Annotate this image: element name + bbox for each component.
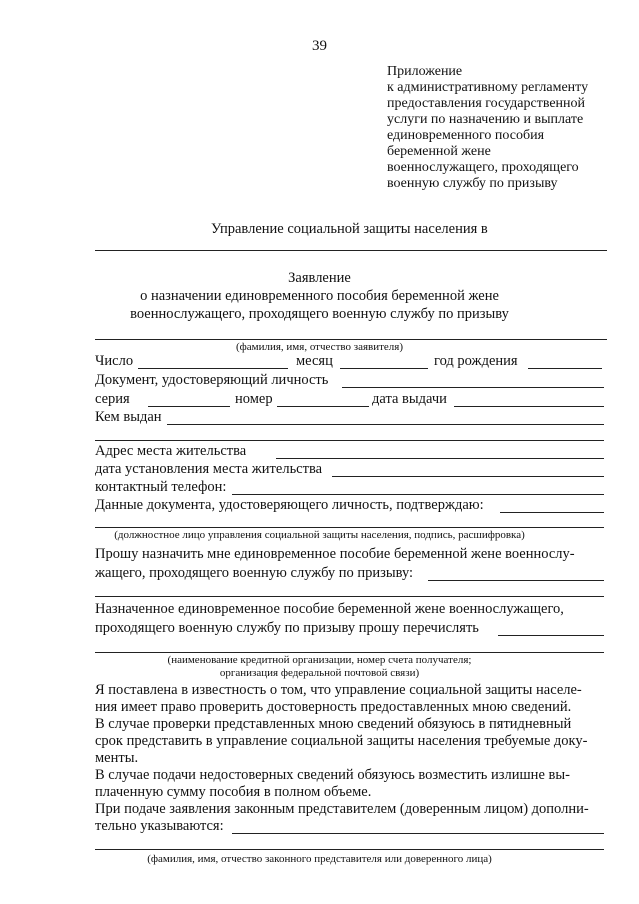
notice-p4-l1: При подаче заявления законным представителем (доверенным лицом) дополни- <box>95 801 589 817</box>
issue-date-input-line[interactable] <box>454 406 604 407</box>
appendix-line: Приложение <box>387 64 463 79</box>
appendix-line: единовременного пособия <box>387 128 545 143</box>
appendix-line: военную службу по призыву <box>387 176 558 191</box>
label-issued-by: Кем выдан <box>95 409 162 425</box>
address-date-input-line[interactable] <box>332 476 604 477</box>
address-input-line[interactable] <box>276 458 604 459</box>
notice-p2-l1: В случае проверки представленных мною сведений обязуюсь в пятидневный <box>95 716 572 732</box>
request-line-2: жащего, проходящего военную службу по призыву: <box>95 565 414 581</box>
issued-by-input-line-2[interactable] <box>95 440 604 441</box>
notice-p2-l3: менты. <box>95 750 139 766</box>
label-birth-year: год рождения <box>434 353 518 369</box>
title-line-2: военнослужащего, проходящего военную службу по призыву <box>130 306 509 322</box>
label-number: номер <box>235 391 273 407</box>
representative-input-line[interactable] <box>232 833 604 834</box>
appendix-line: к административному регламенту <box>387 80 589 95</box>
label-month: месяц <box>296 353 333 369</box>
issued-by-input-line[interactable] <box>167 424 604 425</box>
month-input-line[interactable] <box>340 368 428 369</box>
hint-applicant: (фамилия, имя, отчество заявителя) <box>235 341 404 353</box>
transfer-input-line[interactable] <box>498 635 604 636</box>
hint-official: (должностное лицо управления социальной защиты населения, подпись, расшифровка) <box>114 529 525 541</box>
appendix-line: услуги по назначению и выплате <box>387 112 584 127</box>
notice-p1-l2: ния имеет право проверить достоверность предоставленных мною сведений. <box>95 699 572 715</box>
notice-p1-l1: Я поставлена в известность о том, что управление социальной защиты населе- <box>95 682 582 698</box>
notice-p3-l2: плаченную сумму пособия в полном объеме. <box>95 784 372 800</box>
notice-p2-l2: срок представить в управление социальной защиты населения требуемые доку- <box>95 733 588 749</box>
label-id-confirm: Данные документа, удостоверяющего личность, подтверждаю: <box>95 497 484 513</box>
label-phone: контактный телефон: <box>95 479 227 495</box>
office-fill-line[interactable] <box>95 250 607 251</box>
appendix-line: военнослужащего, проходящего <box>387 160 579 175</box>
id-confirm-input-line[interactable] <box>500 512 604 513</box>
label-day: Число <box>95 353 134 369</box>
office-label: Управление социальной защиты населения в <box>211 221 488 237</box>
phone-input-line[interactable] <box>232 494 604 495</box>
request-line-1: Прошу назначить мне единовременное пособие беременной жене военнослу- <box>95 546 575 562</box>
request-input-line[interactable] <box>428 580 604 581</box>
representative-name-line[interactable] <box>95 849 604 850</box>
id-document-input-line[interactable] <box>342 387 604 388</box>
hint-bank-1: (наименование кредитной организации, номер счета получателя; <box>167 654 472 666</box>
page-number: 39 <box>312 38 327 54</box>
applicant-name-line[interactable] <box>95 339 607 340</box>
notice-p3-l1: В случае подачи недостоверных сведений обязуюсь возместить излишне вы- <box>95 767 570 783</box>
birth-year-input-line[interactable] <box>528 368 602 369</box>
day-input-line[interactable] <box>138 368 288 369</box>
appendix-line: предоставления государственной <box>387 96 586 111</box>
series-input-line[interactable] <box>148 406 230 407</box>
hint-representative: (фамилия, имя, отчество законного представителя или доверенного лица) <box>147 853 492 865</box>
label-address-date: дата установления места жительства <box>95 461 323 477</box>
request-input-line-2[interactable] <box>95 596 604 597</box>
transfer-line-2: проходящего военную службу по призыву прошу перечислять <box>95 620 479 636</box>
label-series: серия <box>95 391 130 407</box>
hint-bank-2: организация федеральной почтовой связи) <box>219 667 420 679</box>
appendix-block <box>387 64 627 192</box>
notice-p4-l2: тельно указываются: <box>95 818 224 834</box>
appendix-line: беременной жене <box>387 144 491 159</box>
official-signature-line[interactable] <box>95 527 604 528</box>
title-line-1: о назначении единовременного пособия беременной жене <box>140 288 499 304</box>
label-address: Адрес места жительства <box>95 443 247 459</box>
transfer-line-1: Назначенное единовременное пособие беременной жене военнослужащего, <box>95 601 564 617</box>
label-id-document: Документ, удостоверяющий личность <box>95 372 329 388</box>
label-issue-date: дата выдачи <box>372 391 447 407</box>
title-heading: Заявление <box>288 270 351 286</box>
number-input-line[interactable] <box>277 406 369 407</box>
bank-details-line[interactable] <box>95 652 604 653</box>
